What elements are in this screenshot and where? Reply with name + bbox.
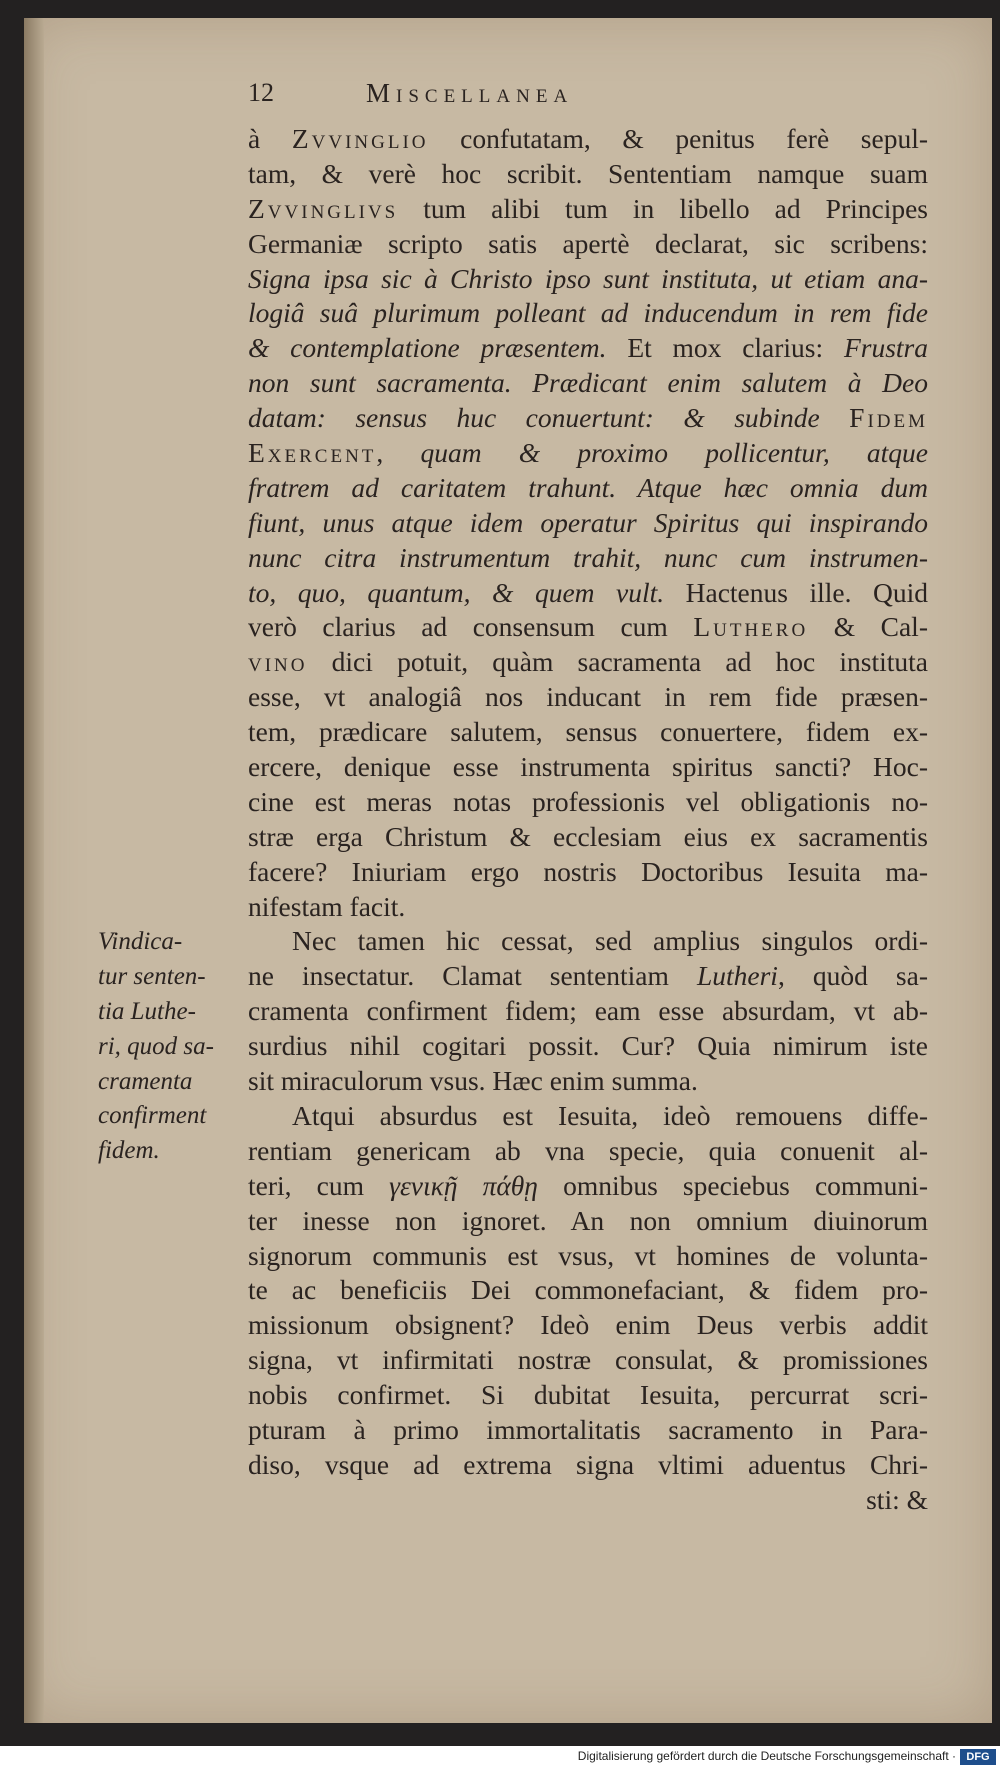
text-line (248, 227, 928, 262)
main-text (248, 122, 928, 1518)
page-edge (24, 18, 44, 1723)
text-line (248, 262, 928, 297)
text-segment: facere? Iniuriam ergo nostris Doctoribus Iesuita ma- (248, 855, 928, 887)
text-segment: logiâ suâ plurimum polleant ad inducendum in rem fide (248, 297, 928, 329)
text-segment: signorum communis est vsus, vt homines de volunta- (248, 1239, 928, 1271)
text-line (248, 855, 928, 890)
marginal-note-line: fidem. (98, 1137, 160, 1165)
text-segment: , (376, 437, 421, 469)
text-segment: sit miraculorum vsus. Hæc enim summa. (248, 1065, 698, 1097)
text-line (248, 1378, 928, 1413)
text-line (248, 750, 928, 785)
marginal-note-line: ri, quod sa- (98, 1032, 214, 1060)
text-line (248, 1239, 928, 1274)
text-line (248, 1343, 928, 1378)
text-segment: Exercent (248, 437, 377, 469)
marginal-note-line: tia Luthe- (98, 997, 196, 1025)
text-line (248, 1308, 928, 1343)
dfg-logo: DFG (960, 1749, 996, 1765)
marginal-note-line: Vindica- (98, 928, 183, 955)
text-segment: teri, cum (248, 1169, 390, 1201)
text-line (248, 1204, 928, 1239)
marginal-note-line: cramenta (98, 1067, 193, 1095)
text-line (248, 645, 928, 680)
text-segment: Signa ipsa sic à Christo ipso sunt instituta, ut etiam ana- (248, 262, 928, 294)
text-line (248, 192, 928, 227)
text-segment: tum alibi tum in libello ad Principes (398, 192, 928, 224)
text-segment: cine est meras notas professionis vel obligationis no- (248, 785, 928, 817)
text-segment: Frustra (843, 332, 928, 364)
text-segment: vino (248, 646, 308, 678)
text-segment: ne insectatur. Clamat sententiam (248, 960, 697, 992)
text-line (248, 506, 928, 541)
text-line (248, 924, 928, 959)
text-segment: Et mox clarius: (606, 332, 844, 364)
text-segment: ercere, denique esse instrumenta spiritus sancti? Hoc- (248, 751, 928, 783)
text-segment: & Cal- (808, 611, 928, 643)
text-segment: dici potuit, quàm sacramenta ad hoc instituta (307, 646, 928, 678)
text-segment: pturam à primo immortalitatis sacramento in Para- (248, 1413, 928, 1445)
text-segment: Nec tamen hic cessat, sed amplius singulos ordi- (292, 925, 928, 957)
text-segment: nifestam facit. (248, 890, 406, 922)
text-segment: fratrem ad caritatem trahunt. Atque hæc omnia dum (248, 471, 928, 503)
text-segment: omnibus speciebus communi- (537, 1169, 928, 1201)
text-segment: rentiam genericam ab vna specie, quia conuenit al- (248, 1134, 928, 1166)
text-line (248, 1273, 928, 1308)
running-title: Miscellanea (366, 78, 574, 108)
text-segment: datam: sensus huc conuertunt: & subinde (248, 402, 850, 434)
text-line (248, 715, 928, 750)
text-segment: to, quo, quantum, & quem vult. (248, 576, 665, 608)
text-segment: sti: & (866, 1483, 928, 1515)
text-segment: Zvvinglivs (248, 192, 399, 224)
text-segment: non sunt sacramenta. Prædicant enim salutem à Deo (248, 367, 928, 399)
text-line (248, 994, 928, 1029)
text-segment: tam, & verè hoc scribit. Sententiam namque suam (248, 157, 928, 189)
text-segment: nunc citra instrumentum trahit, nunc cum instrumen- (248, 541, 928, 573)
text-line (248, 1413, 928, 1448)
text-line (248, 122, 928, 157)
text-line (248, 959, 928, 994)
text-line (248, 576, 928, 611)
text-segment: , quòd sa- (777, 960, 928, 992)
text-line (248, 1029, 928, 1064)
text-line (248, 610, 928, 645)
text-segment: Germaniæ scripto satis apertè declarat, sic scribens: (248, 227, 928, 259)
text-line (248, 541, 928, 576)
text-line (248, 471, 928, 506)
text-line (248, 890, 928, 925)
footer-bar (0, 1746, 1000, 1768)
text-segment: surdius nihil cogitari possit. Cur? Quia nimirum iste (248, 1030, 928, 1062)
text-line (248, 1483, 928, 1518)
text-line (248, 1064, 928, 1099)
text-segment: γενικῇ πάθῃ (389, 1169, 538, 1201)
text-line (248, 296, 928, 331)
text-segment: tem, prædicare salutem, sensus conuertere, fidem ex- (248, 716, 928, 748)
text-segment: Lutheri (696, 960, 778, 992)
funding-credit: Digitalisierung gefördert durch die Deutsche Forschungsgemeinschaft · (577, 1749, 956, 1763)
text-segment: Atqui absurdus est Iesuita, ideò remouens diffe- (292, 1099, 928, 1131)
text-segment: fiunt, unus atque idem operatur Spiritus qui inspirando (248, 506, 928, 538)
text-segment: Fidem (849, 402, 928, 434)
text-line (248, 820, 928, 855)
text-line (248, 1099, 928, 1134)
page-number: 12 (248, 78, 274, 107)
text-segment: signa, vt infirmitati nostræ consulat, & promissiones (248, 1344, 928, 1376)
text-line (248, 401, 928, 436)
text-segment: & contemplatione præsentem. (248, 332, 607, 364)
text-line (248, 157, 928, 192)
text-segment: Luthero (693, 611, 809, 643)
text-line (248, 366, 928, 401)
text-line (248, 785, 928, 820)
text-line (248, 331, 928, 366)
text-segment: missionum obsignent? Ideò enim Deus verbis addit (248, 1309, 928, 1341)
marginal-note-line: tur senten- (98, 962, 206, 990)
text-segment: confutatam, & penitus ferè sepul- (428, 123, 928, 154)
text-segment: verò clarius ad consensum cum (248, 611, 694, 643)
text-segment: diso, vsque ad extrema signa vltimi aduentus Chri- (248, 1448, 928, 1480)
text-line (248, 436, 928, 471)
marginal-note-line: confirment (98, 1102, 207, 1130)
text-segment: quam & proximo pollicentur, atque (420, 437, 928, 469)
text-segment: nobis confirmet. Si dubitat Iesuita, percurrat scri- (248, 1379, 928, 1411)
text-line (248, 1134, 928, 1169)
text-segment: ter inesse non ignoret. An non omnium diuinorum (248, 1204, 928, 1236)
text-line (248, 680, 928, 715)
text-segment: te ac beneficiis Dei commonefaciant, & fidem pro- (248, 1274, 928, 1306)
text-segment: stræ erga Christum & ecclesiam eius ex sacramentis (248, 820, 928, 852)
marginal-note (98, 925, 248, 1169)
text-segment: Hactenus ille. Quid (664, 576, 928, 608)
text-line (248, 1169, 928, 1204)
text-segment: esse, vt analogiâ nos inducant in rem fide præsen- (248, 681, 928, 713)
text-line (248, 1448, 928, 1483)
text-segment: à (248, 123, 292, 154)
text-segment: cramenta confirment fidem; eam esse absurdam, vt ab- (248, 995, 928, 1027)
text-segment: Zvvinglio (291, 123, 429, 154)
page-header (248, 78, 768, 114)
